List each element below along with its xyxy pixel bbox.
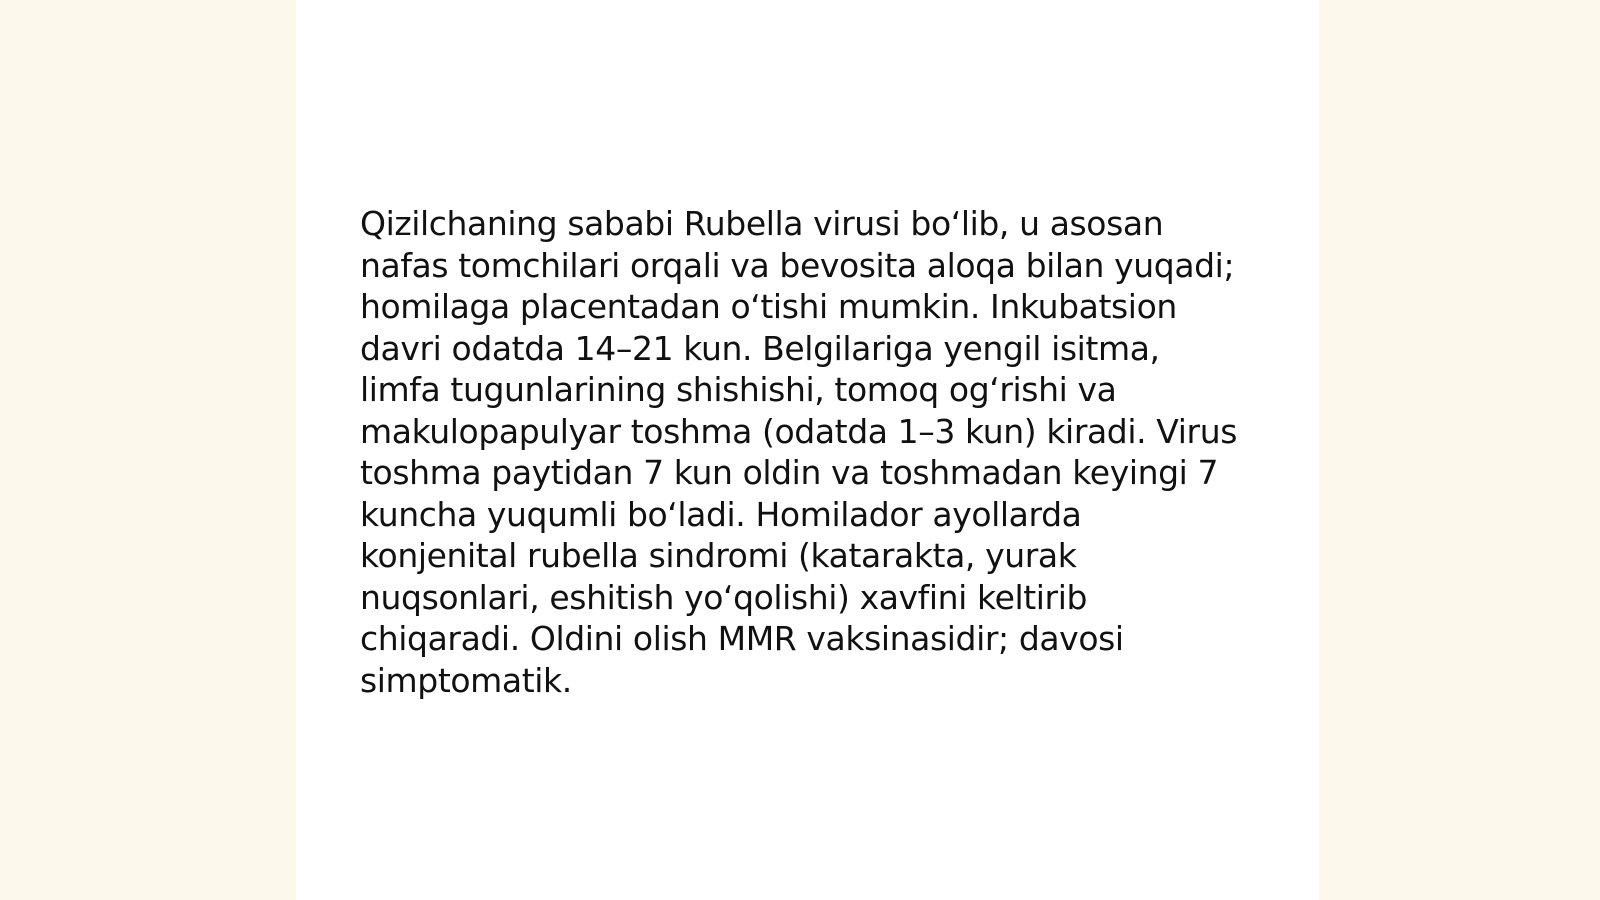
- paragraph-line: davri odatda 14–21 kun. Belgilariga yengil isitma,: [360, 328, 1160, 368]
- paragraph-line: nuqsonlari, eshitish yo‘qolishi) xavfini keltirib: [360, 577, 1088, 617]
- document-page: [296, 0, 1319, 900]
- paragraph-line: Qizilchaning sababi Rubella virusi bo‘lib, u asosan: [360, 204, 1164, 243]
- body-paragraph: [360, 203, 1260, 701]
- paragraph-line: konjenital rubella sindromi (katarakta, yurak: [360, 536, 1077, 575]
- paragraph-line: toshma paytidan 7 kun oldin va toshmadan keyingi 7: [360, 453, 1219, 492]
- paragraph-line: nafas tomchilari orqali va bevosita aloqa bilan yuqadi;: [360, 245, 1235, 285]
- paragraph-line: kuncha yuqumli bo‘ladi. Homilador ayollarda: [360, 494, 1082, 534]
- paragraph-line: limfa tugunlarining shishishi, tomoq og‘rishi va: [360, 370, 1117, 409]
- paragraph-line: homilaga placentadan o‘tishi mumkin. Inkubatsion: [360, 287, 1177, 326]
- paragraph-line: chiqaradi. Oldini olish MMR vaksinasidir; davosi: [360, 619, 1124, 658]
- paragraph-line: makulopapulyar toshma (odatda 1–3 kun) kiradi. Virus: [360, 411, 1238, 451]
- paragraph-line: simptomatik.: [360, 660, 572, 700]
